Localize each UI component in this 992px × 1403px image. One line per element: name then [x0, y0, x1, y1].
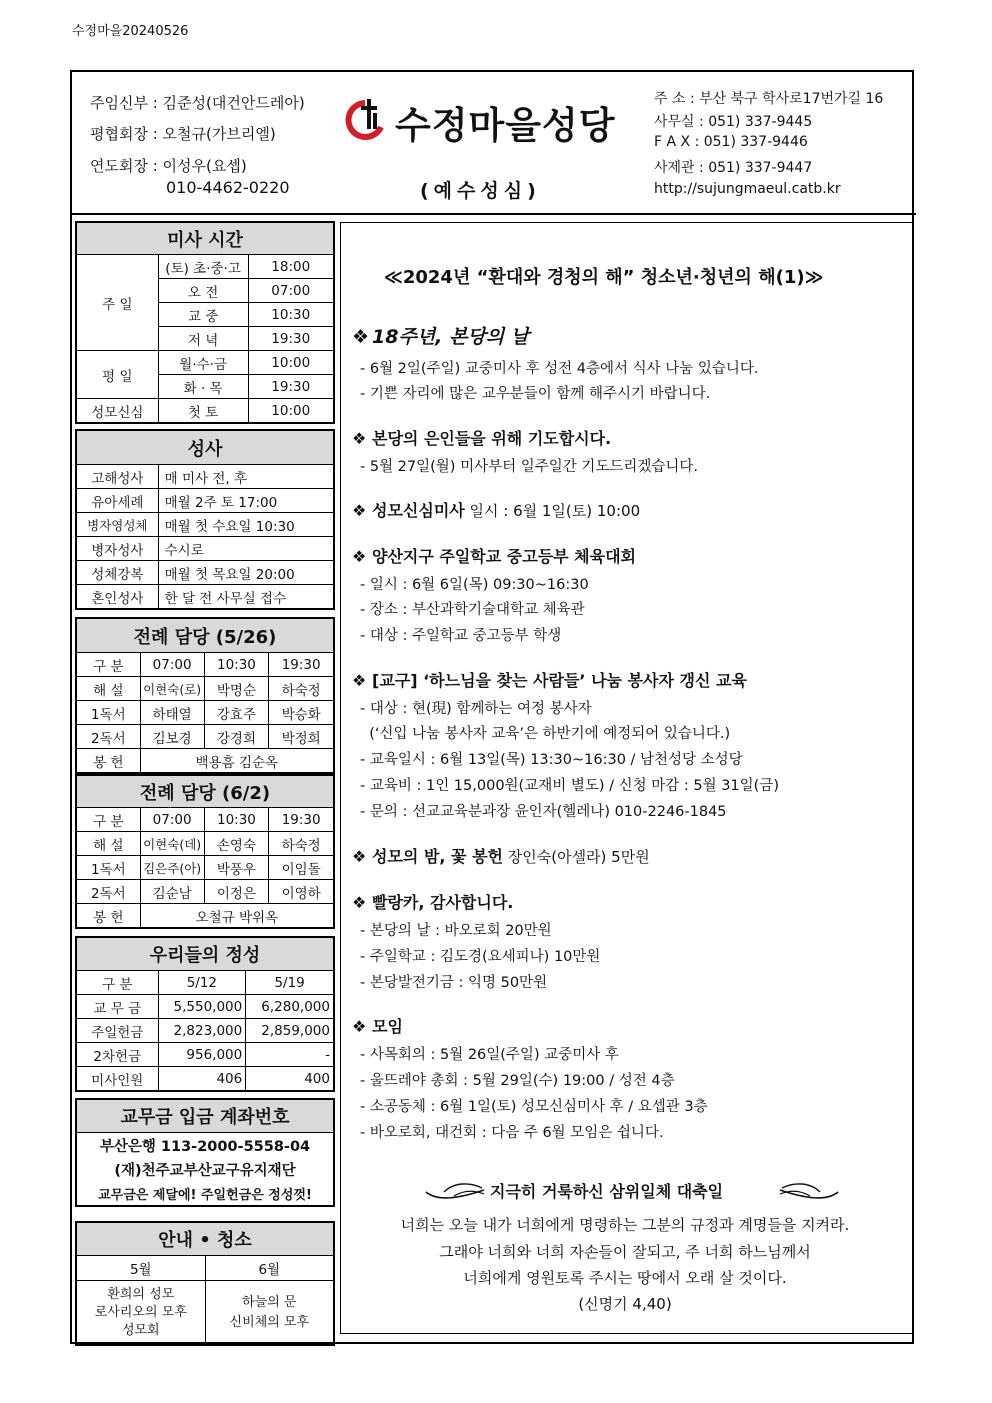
section-extra: 장인숙(아셀라) 5만원	[502, 848, 650, 866]
sacrament-name: 유아세례	[77, 489, 159, 513]
section-extra: 일시 : 6월 1일(토) 10:00	[464, 502, 641, 520]
diamond-bullet-icon: ❖	[352, 547, 367, 566]
mass-schedule-table	[76, 222, 334, 423]
col-header: 19:30	[269, 808, 334, 832]
role: 2독서	[77, 880, 141, 904]
section-title-text: 빨랑카, 감사합니다.	[372, 893, 514, 912]
cell: 박풍우	[204, 856, 269, 880]
diamond-bullet-icon: ❖	[352, 1017, 367, 1036]
weekday-label: 평 일	[77, 351, 159, 399]
role: 해 설	[77, 832, 141, 856]
mass-time: 10:00	[248, 351, 333, 375]
group-name: 하늘의 문	[242, 1294, 297, 1310]
offering-names: 오철규 박위옥	[140, 904, 333, 928]
account-note: 교무금은 제달에! 주일헌금은 정성껏!	[77, 1181, 334, 1206]
sacrament-value: 한 달 전 사무실 접수	[158, 585, 333, 609]
section-title-text: 양산지구 주일학교 중고등부 체육대회	[372, 547, 637, 566]
amount: 2,859,000	[246, 1019, 334, 1043]
col-header: 10:30	[204, 653, 269, 677]
section-title-text: 모임	[372, 1017, 403, 1036]
diamond-bullet-icon: ❖	[352, 847, 367, 866]
cell: 박명순	[204, 677, 269, 701]
col-header: 5/19	[246, 971, 334, 995]
section-title-text: 본당의 은인들을 위해 기도합시다.	[372, 429, 612, 448]
pastor: 주임신부 : 김준성(대건안드레아)	[90, 94, 305, 112]
notice-item: - 기쁜 자리에 많은 교우분들이 함께 해주시기 바랍니다.	[360, 386, 711, 402]
may-groups	[77, 1281, 206, 1345]
holyhour-label: 성모신심	[77, 399, 159, 423]
amount: -	[246, 1043, 334, 1067]
section-title-text: 18주년, 본당의 날	[372, 326, 530, 348]
role: 봉 헌	[77, 904, 141, 928]
cell: 이영하	[269, 880, 334, 904]
notice-item: - 본당의 날 : 바오로회 20만원	[360, 923, 552, 939]
mass-name: 오 전	[158, 279, 248, 303]
notice-item: - 6월 2일(주일) 교중미사 후 성전 4층에서 식사 나눔 있습니다.	[360, 361, 759, 377]
sacrament-name: 병자성사	[77, 537, 159, 561]
bank-account: 부산은행 113-2000-5558-04	[77, 1133, 334, 1158]
diamond-bullet-icon: ❖	[352, 671, 367, 690]
account-table	[76, 1099, 334, 1206]
diamond-bullet-icon: ❖	[352, 429, 367, 448]
section-title	[352, 498, 640, 521]
notice-item: - 사목회의 : 5월 26일(주일) 교중미사 후	[360, 1047, 619, 1063]
notice-item: - 바오로회, 대건회 : 다음 주 6월 모임은 쉽니다.	[360, 1125, 664, 1141]
cell: 하태열	[140, 701, 204, 725]
month-header: 6월	[205, 1256, 333, 1281]
notice-item: - 교육비 : 1인 15,000원(교재비 별도) / 신청 마감 : 5월 31일(금)	[360, 778, 779, 794]
col-header: 07:00	[140, 808, 204, 832]
row-label: 미사인원	[77, 1067, 159, 1091]
june-groups	[205, 1281, 333, 1345]
diamond-bullet-icon: ❖	[352, 501, 367, 520]
mass-time: 18:00	[248, 255, 333, 279]
liturgy-table-0602	[76, 775, 334, 928]
cleaning-title: 안내 • 청소	[77, 1223, 334, 1256]
notice-item: - 소공동체 : 6월 1일(토) 성모신심미사 후 / 요셉관 3층	[360, 1099, 708, 1115]
sacrament-value: 매 미사 전, 후	[158, 465, 333, 489]
notice-item: - 대상 : 현(現) 함께하는 여정 봉사자	[360, 701, 592, 717]
row-label: 주일헌금	[77, 1019, 159, 1043]
cell: 강효주	[204, 701, 269, 725]
cell: 하숙정	[269, 832, 334, 856]
col-header: 07:00	[140, 653, 204, 677]
account-title: 교무금 입금 계좌번호	[77, 1100, 334, 1133]
cell: 박정희	[269, 725, 334, 749]
section-title	[352, 1014, 403, 1037]
notice-item: - 교육일시 : 6월 13일(목) 13:30~16:30 / 남천성당 소성당	[360, 752, 743, 768]
amount: 5,550,000	[158, 995, 246, 1019]
mass-name: 월·수·금	[158, 351, 248, 375]
section-title	[352, 426, 611, 449]
left-flourish-icon	[424, 1178, 486, 1202]
phone-number: 010-4462-0220	[166, 178, 290, 197]
col-header: 구 분	[77, 971, 159, 995]
section-title	[352, 844, 650, 867]
mass-name: 저 녁	[158, 327, 248, 351]
sacrament-value: 수시로	[158, 537, 333, 561]
notice-item: - 본당발전기금 : 익명 50만원	[360, 975, 548, 991]
mass-time: 19:30	[248, 327, 333, 351]
col-header: 10:30	[204, 808, 269, 832]
offerings-title: 우리들의 정성	[77, 938, 334, 971]
sacrament-value: 매월 2주 토 17:00	[158, 489, 333, 513]
cell: 김순남	[140, 880, 204, 904]
row-label: 2차헌금	[77, 1043, 159, 1067]
liturgy-table-0526	[76, 618, 334, 773]
right-flourish-icon	[778, 1178, 840, 1202]
sacrament-value: 매월 첫 수요일 10:30	[158, 513, 333, 537]
sacrament-name: 혼인성사	[77, 585, 159, 609]
offerings-table	[76, 937, 334, 1091]
foundation-name: (재)천주교부산교구유지재단	[77, 1157, 334, 1181]
notice-item: - 주일학교 : 김도경(요세피나) 10만원	[360, 949, 601, 965]
diamond-bullet-icon: ❖	[352, 893, 367, 912]
cell: 이현숙(로)	[140, 677, 204, 701]
cell: 강경희	[204, 725, 269, 749]
sacrament-name: 성체강복	[77, 561, 159, 585]
notice-item: - 5월 27일(월) 미사부터 일주일간 기도드리겠습니다.	[360, 459, 699, 475]
section-title	[352, 890, 513, 913]
amount: 956,000	[158, 1043, 246, 1067]
cell: 하숙정	[269, 677, 334, 701]
sacrament-name: 병자영성체	[77, 513, 159, 537]
group-name: 로사리오의 모후	[94, 1304, 187, 1320]
mass-time: 10:00	[248, 399, 333, 423]
notices-main-title: ≪2024년 “환대와 경청의 해” 청소년·청년의 해(1)≫	[384, 267, 824, 288]
notice-item: - 문의 : 선교교육분과장 윤인자(헬레나) 010-2246-1845	[360, 804, 727, 820]
scripture-reference: (신명기 4,40)	[578, 1295, 672, 1313]
notice-item: - 일시 : 6월 6일(목) 09:30~16:30	[360, 577, 589, 593]
cell: 김보경	[140, 725, 204, 749]
row-label: 교 무 금	[77, 995, 159, 1019]
cell: 이정은	[204, 880, 269, 904]
sunday-label: 주 일	[77, 255, 159, 351]
role: 1독서	[77, 701, 141, 725]
role: 2독서	[77, 725, 141, 749]
office-phone: 사무실 : 051) 337-9445	[654, 114, 813, 130]
liturgy-title: 전례 담당 (6/2)	[77, 776, 334, 808]
cell: 손영숙	[204, 832, 269, 856]
liturgy-title: 전례 담당 (5/26)	[77, 619, 334, 653]
amount: 6,280,000	[246, 995, 334, 1019]
sacrament-name: 고해성사	[77, 465, 159, 489]
col-header: 19:30	[269, 653, 334, 677]
sacraments-title: 성사	[77, 431, 334, 465]
col-header: 구 분	[77, 653, 141, 677]
month-header: 5월	[77, 1256, 206, 1281]
group-name: 환희의 성모	[107, 1286, 175, 1302]
diamond-bullet-icon: ❖	[352, 326, 370, 348]
offering-names: 백용흠 김순옥	[140, 749, 333, 773]
group-name: 성모회	[121, 1322, 160, 1338]
parish-title: 수정마을성당	[395, 104, 616, 147]
amount: 2,823,000	[158, 1019, 246, 1043]
section-title	[352, 322, 529, 349]
website-link[interactable]: http://sujungmaeul.catb.kr	[654, 181, 841, 197]
council-president: 평협회장 : 오철규(가브리엘)	[90, 125, 276, 143]
mass-name: 첫 토	[158, 399, 248, 423]
amount: 406	[158, 1067, 246, 1091]
mass-name: 화 · 목	[158, 375, 248, 399]
scripture-line: 그래야 너희와 너희 자손들이 잘되고, 주 너희 하느님께서	[439, 1243, 811, 1261]
mass-title: 미사 시간	[77, 223, 334, 255]
scripture-line: 너희에게 영원토록 주시는 땅에서 오래 살 것이다.	[463, 1269, 787, 1287]
rectory-phone: 사제관 : 051) 337-9447	[654, 160, 813, 176]
role: 해 설	[77, 677, 141, 701]
section-title-text: 성모의 밤, 꽃 봉헌	[372, 847, 503, 866]
section-title	[352, 668, 747, 691]
section-title-text: [교구] ‘하느님을 찾는 사람들’ 나눔 봉사자 갱신 교육	[372, 671, 747, 690]
fax: F A X : 051) 337-9446	[654, 134, 808, 150]
cell: 이현숙(데)	[140, 832, 204, 856]
group-name: 신비체의 모후	[229, 1314, 310, 1330]
address: 주 소 : 부산 북구 학사로17번가길 16	[654, 91, 884, 107]
header-divider	[70, 213, 916, 215]
col-header: 구 분	[77, 808, 141, 832]
scripture-line: 너희는 오늘 내가 너희에게 명령하는 그분의 규정과 계명들을 지켜라.	[400, 1216, 850, 1234]
cell: 박승화	[269, 701, 334, 725]
amount: 400	[246, 1067, 334, 1091]
sacrament-value: 매월 첫 목요일 20:00	[158, 561, 333, 585]
sacraments-table	[76, 430, 334, 609]
notice-item: - 장소 : 부산과학기술대학교 체육관	[360, 602, 585, 618]
notice-item: (‘신입 나눔 봉사자 교육’은 하반기에 예정되어 있습니다.)	[360, 726, 731, 742]
parish-subtitle: (예수성심)	[420, 180, 541, 202]
feast-title: 지극히 거룩하신 삼위일체 대축일	[490, 1182, 724, 1201]
parish-logo-icon	[345, 97, 387, 141]
cleaning-table	[76, 1222, 334, 1345]
col-header: 5/12	[158, 971, 246, 995]
notice-item: - 대상 : 주일학교 중고등부 학생	[360, 628, 562, 644]
mass-name: 교 중	[158, 303, 248, 327]
cell: 김은주(아)	[140, 856, 204, 880]
mass-time: 07:00	[248, 279, 333, 303]
mass-time: 19:30	[248, 375, 333, 399]
mass-time: 10:30	[248, 303, 333, 327]
document-id: 수정마을20240526	[72, 24, 189, 39]
role: 1독서	[77, 856, 141, 880]
cell: 이임돌	[269, 856, 334, 880]
funeral-president: 연도회장 : 이성우(요셉)	[90, 157, 247, 175]
mass-name: (토) 초·중·고	[158, 255, 248, 279]
section-title-text: 성모신심미사	[372, 501, 465, 520]
section-title	[352, 544, 636, 567]
notice-item: - 울뜨레야 총회 : 5월 29일(수) 19:00 / 성전 4층	[360, 1073, 675, 1089]
role: 봉 헌	[77, 749, 141, 773]
